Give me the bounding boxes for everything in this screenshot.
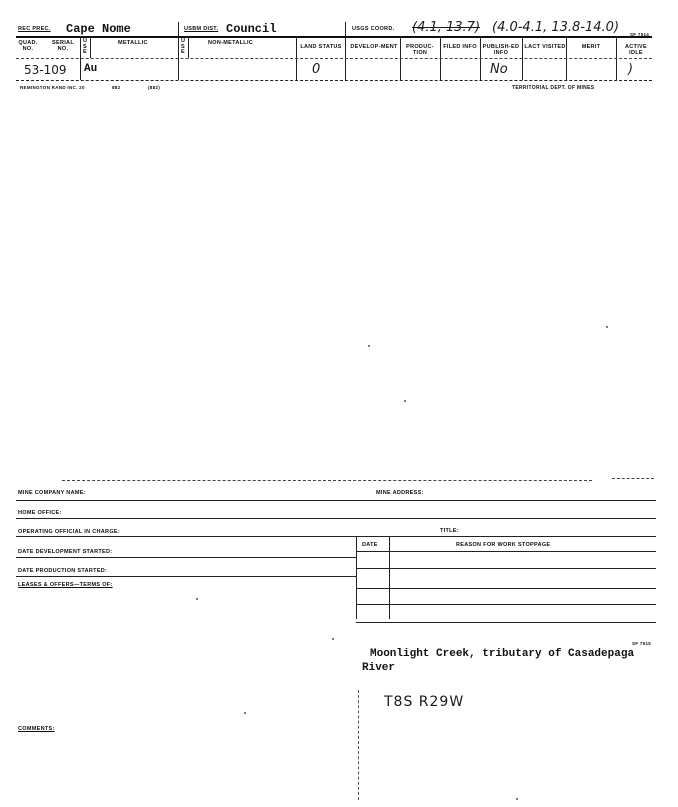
title-label: TITLE: (440, 528, 459, 534)
col-active-idle: ACTIVE IDLE (625, 44, 647, 56)
record-active-idle: ) (628, 62, 634, 77)
rec-prec-label: REC PREC. (18, 26, 51, 32)
col-quad-no: QUAD. NO. (18, 40, 38, 52)
col-production: PRODUC-TION (406, 44, 434, 56)
form-code-top: SF 7514 (630, 32, 650, 37)
col-last-visited: LACT VISITED (524, 44, 566, 50)
col-published-info: PUBLISH-ED INFO (482, 44, 520, 56)
usgs-coord-value: (4.0-4.1, 13.8-14.0) (492, 20, 620, 35)
usbm-dist-value: Council (226, 22, 277, 36)
col-use-b: U S E (181, 38, 186, 55)
record-metallic: Au (84, 63, 98, 75)
date-header: DATE (362, 542, 378, 548)
record-land-status: 0 (312, 62, 321, 77)
col-merit: MERIT (581, 44, 601, 50)
leases-label: LEASES & OFFERS—TERMS OF: (18, 582, 113, 588)
form-code-bottom: SF 7515 (632, 641, 652, 646)
reason-header: REASON FOR WORK STOPPAGE (456, 542, 551, 548)
printer-label: REMINGTON RAND INC. 20 (20, 85, 85, 90)
record-published-info: No (490, 62, 508, 77)
col-serial-no: SERIAL NO. (52, 40, 74, 52)
printer-code2: (882) (148, 85, 161, 90)
date-production-label: DATE PRODUCTION STARTED: (18, 568, 108, 574)
rec-prec-value: Cape Nome (66, 22, 131, 36)
comments-label: COMMENTS: (18, 726, 55, 732)
col-development: DEVELOP-MENT (350, 44, 398, 50)
township-value: T8S R29W (384, 694, 465, 710)
usbm-dist-label: USBM DIST. (184, 26, 219, 32)
col-metallic: METALLIC (118, 40, 148, 46)
operating-official-label: OPERATING OFFICIAL IN CHARGE: (18, 529, 120, 535)
record-quad-serial: 53-109 (24, 63, 67, 77)
mine-address-label: MINE ADDRESS: (376, 490, 424, 496)
mine-company-name-label: MINE COMPANY NAME: (18, 490, 86, 496)
date-development-label: DATE DEVELOPMENT STARTED: (18, 549, 113, 555)
col-filed-info: FILED INFO (443, 44, 477, 50)
agency-label: TERRITORIAL DEPT. OF MINES (512, 85, 595, 91)
printer-code: 882 (112, 85, 121, 90)
usgs-coord-crossed: (4.1, 13.7) (412, 20, 481, 35)
col-land-status: LAND STATUS (300, 44, 342, 50)
location-line2: River (362, 662, 396, 674)
location-line1: Moonlight Creek, tributary of Casadepaga (370, 648, 635, 660)
home-office-label: HOME OFFICE: (18, 510, 62, 516)
usgs-coord-label: USGS COORD. (352, 26, 395, 32)
col-non-metallic: NON-METALLIC (208, 40, 254, 46)
col-use-a: U S E (83, 38, 88, 55)
